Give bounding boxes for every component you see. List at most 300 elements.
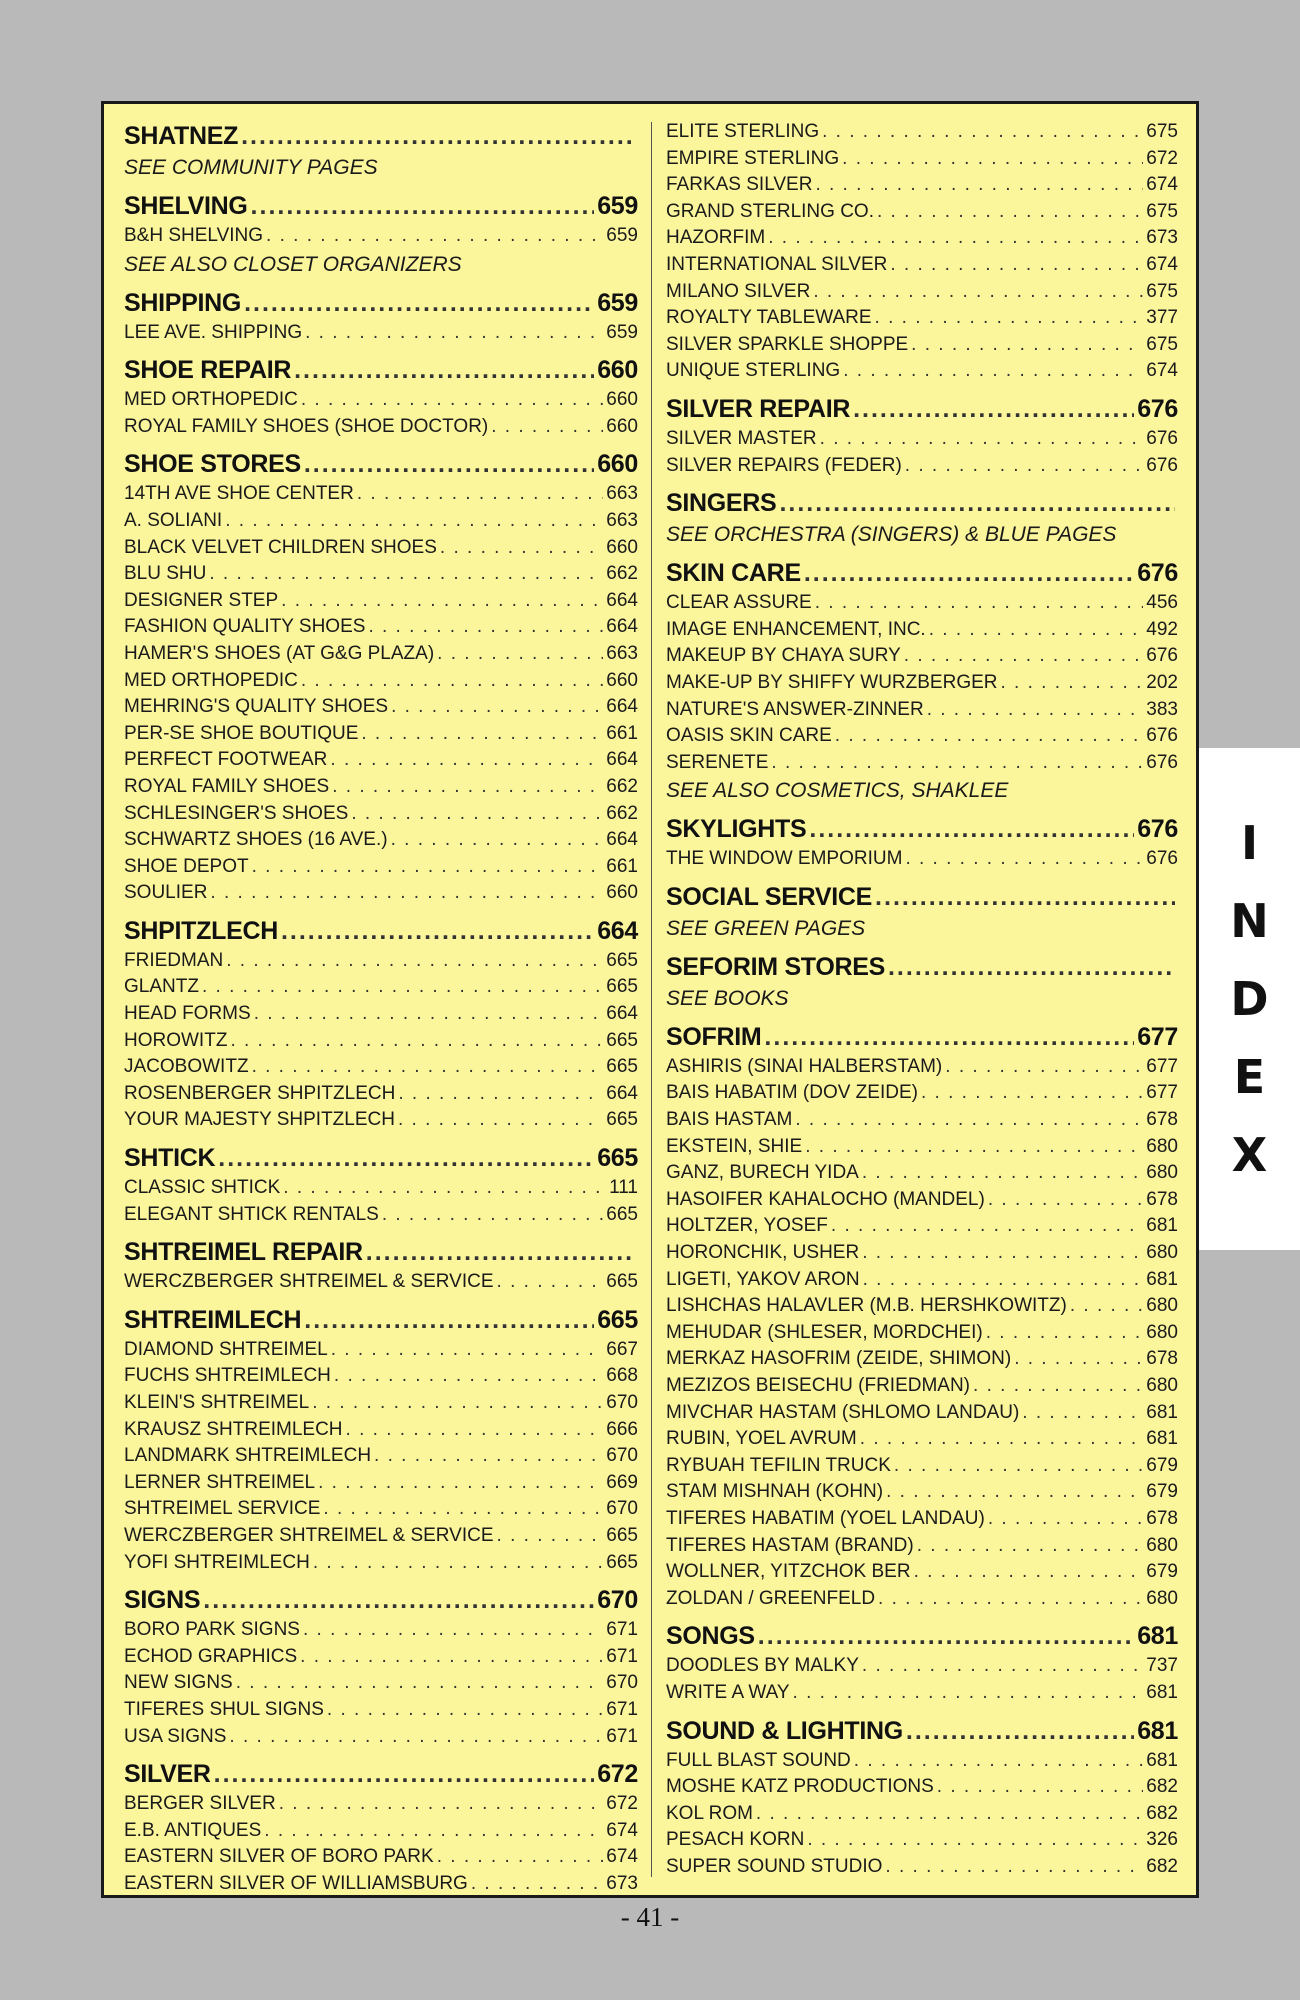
leader-dots bbox=[313, 1550, 603, 1577]
category-page: 665 bbox=[597, 1144, 638, 1173]
entry-page: 670 bbox=[606, 1445, 638, 1467]
entry-name: ROYALTY TABLEWARE bbox=[666, 307, 872, 329]
index-entry[interactable] bbox=[124, 387, 638, 414]
entry-name: WERCZBERGER SHTREIMEL & SERVICE bbox=[124, 1524, 494, 1546]
entry-name: NATURE'S ANSWER-ZINNER bbox=[666, 698, 924, 720]
index-entry[interactable] bbox=[666, 1400, 1178, 1427]
entry-name: B&H SHELVING bbox=[124, 225, 264, 246]
index-entry[interactable] bbox=[666, 1160, 1178, 1187]
index-entry[interactable] bbox=[124, 1523, 638, 1550]
entry-name: SUPER SOUND STUDIO bbox=[666, 1855, 883, 1877]
index-tab-letter: D bbox=[1230, 972, 1269, 1026]
index-entry[interactable] bbox=[124, 641, 638, 668]
index-entry[interactable] bbox=[124, 1844, 638, 1871]
index-entry[interactable] bbox=[124, 1791, 638, 1818]
index-entry[interactable] bbox=[666, 1080, 1178, 1107]
entry-name: ROYAL FAMILY SHOES bbox=[124, 775, 330, 797]
category-page: 659 bbox=[597, 192, 638, 220]
entry-name: KLEIN'S SHTREIMEL bbox=[124, 1392, 310, 1413]
index-entry[interactable] bbox=[124, 1470, 638, 1497]
entry-page: 676 bbox=[1146, 751, 1178, 773]
index-entry[interactable] bbox=[666, 1506, 1178, 1533]
category-heading bbox=[666, 1714, 1178, 1748]
leader-dots bbox=[793, 1680, 1144, 1707]
index-entry[interactable] bbox=[124, 561, 638, 588]
entry-name: FASHION QUALITY SHOES bbox=[124, 616, 366, 638]
index-entry[interactable] bbox=[666, 252, 1178, 279]
index-entry[interactable] bbox=[666, 750, 1178, 777]
entry-name: SILVER SPARKLE SHOPPE bbox=[666, 333, 909, 355]
leader-dots bbox=[281, 588, 603, 615]
entry-page: 678 bbox=[1146, 1507, 1178, 1529]
index-entry[interactable] bbox=[666, 670, 1178, 697]
index-entry[interactable] bbox=[666, 1346, 1178, 1373]
index-entry[interactable] bbox=[666, 1801, 1178, 1828]
entry-page: 676 bbox=[1146, 454, 1178, 476]
index-entry[interactable] bbox=[666, 1453, 1178, 1480]
entry-name: GLANTZ bbox=[124, 976, 199, 998]
entry-name: OASIS SKIN CARE bbox=[666, 725, 832, 747]
category-page: 664 bbox=[597, 916, 638, 945]
leader-dots bbox=[214, 1757, 595, 1791]
entry-name: GANZ, BURECH YIDA bbox=[666, 1162, 859, 1184]
entry-name: EASTERN SILVER OF BORO PARK bbox=[124, 1846, 434, 1868]
category-name: SIGNS bbox=[124, 1586, 201, 1615]
entry-name: LEE AVE. SHIPPING bbox=[124, 321, 303, 343]
category-heading bbox=[666, 880, 1178, 914]
leader-dots bbox=[822, 119, 1143, 146]
entry-name: YOUR MAJESTY SHPITZLECH bbox=[124, 1109, 395, 1131]
entry-name: HEAD FORMS bbox=[124, 1003, 251, 1025]
category-page: 681 bbox=[1137, 1622, 1178, 1651]
entry-name: UNIQUE STERLING bbox=[666, 360, 841, 382]
leader-dots bbox=[332, 774, 603, 801]
category-name: SOCIAL SERVICE bbox=[666, 882, 873, 911]
index-entry[interactable] bbox=[666, 1774, 1178, 1801]
index-entry[interactable] bbox=[666, 1373, 1178, 1400]
entry-page: 662 bbox=[606, 802, 638, 824]
category-name: SHATNEZ bbox=[124, 122, 239, 150]
entry-page: 678 bbox=[1146, 1109, 1178, 1131]
category-heading bbox=[666, 392, 1178, 426]
index-entry[interactable] bbox=[666, 590, 1178, 617]
entry-page: 681 bbox=[1146, 1428, 1178, 1450]
see-also-reference: SEE ALSO CLOSET ORGANIZERS bbox=[124, 252, 462, 276]
entry-name: MEZIZOS BEISECHU (FRIEDMAN) bbox=[666, 1375, 971, 1396]
leader-dots bbox=[862, 1160, 1143, 1187]
leader-dots bbox=[471, 1871, 603, 1898]
entry-name: HOROWITZ bbox=[124, 1029, 228, 1051]
entry-page: 675 bbox=[1146, 121, 1178, 142]
index-entry[interactable] bbox=[124, 880, 638, 907]
leader-dots bbox=[334, 1363, 603, 1390]
entry-name: MEHUDAR (SHLESER, MORDCHEI) bbox=[666, 1321, 983, 1343]
entry-name: WERCZBERGER SHTREIMEL & SERVICE bbox=[124, 1271, 494, 1293]
leader-dots bbox=[304, 447, 594, 481]
leader-dots bbox=[346, 1417, 604, 1444]
entry-page: 682 bbox=[1146, 1802, 1178, 1824]
index-entry[interactable] bbox=[666, 1653, 1178, 1680]
category-name: SILVER bbox=[124, 1760, 211, 1789]
category-name: SHOE REPAIR bbox=[124, 356, 292, 385]
leader-dots bbox=[244, 286, 594, 320]
index-entry[interactable] bbox=[124, 1175, 638, 1202]
index-entry[interactable] bbox=[124, 1337, 638, 1364]
index-tab-letter: I bbox=[1240, 816, 1259, 870]
leader-dots bbox=[230, 1028, 603, 1055]
leader-dots bbox=[225, 508, 603, 535]
entry-page: 668 bbox=[606, 1365, 638, 1387]
leader-dots bbox=[391, 694, 603, 721]
index-entry[interactable] bbox=[666, 1213, 1178, 1240]
entry-page: 680 bbox=[1146, 1375, 1178, 1396]
leader-dots bbox=[382, 1202, 603, 1229]
index-entry[interactable] bbox=[124, 827, 638, 854]
entry-page: 662 bbox=[606, 563, 638, 585]
leader-dots bbox=[1070, 1293, 1143, 1320]
leader-dots bbox=[820, 426, 1144, 453]
index-entry[interactable] bbox=[124, 535, 638, 562]
entry-name: INTERNATIONAL SILVER bbox=[666, 253, 888, 275]
entry-page: 682 bbox=[1146, 1776, 1178, 1798]
index-entry[interactable] bbox=[124, 948, 638, 975]
category-name: SOUND & LIGHTING bbox=[666, 1716, 903, 1745]
category-page: 681 bbox=[1137, 1716, 1178, 1745]
index-entry[interactable] bbox=[124, 1028, 638, 1055]
leader-dots bbox=[904, 643, 1144, 670]
see-also-reference: SEE BOOKS bbox=[666, 986, 789, 1010]
entry-name: MED ORTHOPEDIC bbox=[124, 389, 298, 411]
leader-dots bbox=[236, 1670, 604, 1697]
entry-page: 680 bbox=[1146, 1534, 1178, 1556]
leader-dots bbox=[842, 146, 1143, 173]
entry-page: 676 bbox=[1146, 645, 1178, 667]
leader-dots bbox=[875, 305, 1144, 332]
category-page: 676 bbox=[1137, 394, 1178, 423]
index-entry[interactable] bbox=[666, 453, 1178, 480]
leader-dots bbox=[264, 1818, 603, 1845]
entry-page: 676 bbox=[1146, 427, 1178, 449]
index-entry[interactable] bbox=[124, 668, 638, 695]
leader-dots bbox=[366, 1235, 635, 1269]
entry-page: 663 bbox=[606, 483, 638, 505]
leader-dots bbox=[351, 801, 603, 828]
entry-page: 661 bbox=[606, 722, 638, 744]
entry-page: 664 bbox=[606, 616, 638, 638]
entry-page: 670 bbox=[606, 1672, 638, 1694]
index-entry[interactable] bbox=[124, 1001, 638, 1028]
index-entry[interactable] bbox=[666, 1240, 1178, 1267]
index-entry[interactable] bbox=[124, 1644, 638, 1671]
entry-page: 679 bbox=[1146, 1481, 1178, 1503]
leader-dots bbox=[886, 1479, 1143, 1506]
entry-page: 681 bbox=[1146, 1401, 1178, 1423]
index-entry[interactable] bbox=[666, 617, 1178, 644]
category-name: SINGERS bbox=[666, 489, 777, 518]
leader-dots bbox=[497, 1523, 604, 1550]
entry-name: ROSENBERGER SHPITZLECH bbox=[124, 1082, 396, 1104]
entry-name: GRAND STERLING CO. bbox=[666, 200, 874, 222]
index-entry[interactable] bbox=[124, 1417, 638, 1444]
entry-page: 665 bbox=[606, 949, 638, 971]
entry-page: 676 bbox=[1146, 725, 1178, 747]
entry-page: 674 bbox=[1146, 174, 1178, 196]
index-entry[interactable] bbox=[124, 1697, 638, 1724]
index-entry[interactable] bbox=[666, 1134, 1178, 1161]
entry-name: FUCHS SHTREIMLECH bbox=[124, 1365, 331, 1387]
index-tab-letter: N bbox=[1230, 894, 1269, 948]
entry-page: 665 bbox=[606, 1056, 638, 1078]
index-tab-letter: X bbox=[1231, 1128, 1268, 1182]
leader-dots bbox=[906, 1714, 1134, 1748]
entry-page: 681 bbox=[1146, 1268, 1178, 1290]
category-page: 676 bbox=[1137, 559, 1178, 588]
leader-dots bbox=[318, 1470, 603, 1497]
entry-page: 675 bbox=[1146, 280, 1178, 302]
entry-page: 674 bbox=[606, 1846, 638, 1868]
entry-page: 660 bbox=[606, 389, 638, 411]
index-entry[interactable] bbox=[124, 694, 638, 721]
category-name: SHTREIMLECH bbox=[124, 1305, 302, 1334]
category-page: 672 bbox=[597, 1760, 638, 1789]
entry-name: KRAUSZ SHTREIMLECH bbox=[124, 1418, 343, 1440]
entry-name: RYBUAH TEFILIN TRUCK bbox=[666, 1454, 891, 1476]
index-entry[interactable] bbox=[666, 1187, 1178, 1214]
category-heading bbox=[124, 189, 638, 223]
entry-page: 672 bbox=[1146, 147, 1178, 169]
index-entry[interactable] bbox=[124, 854, 638, 881]
leader-dots bbox=[860, 1426, 1144, 1453]
leader-dots bbox=[764, 1020, 1134, 1054]
entry-page: 737 bbox=[1146, 1655, 1178, 1677]
entry-page: 664 bbox=[606, 589, 638, 611]
entry-name: TIFERES HASTAM (BRAND) bbox=[666, 1534, 914, 1556]
leader-dots bbox=[241, 119, 635, 153]
index-entry[interactable] bbox=[124, 320, 638, 347]
entry-name: MEHRING'S QUALITY SHOES bbox=[124, 696, 389, 718]
leader-dots bbox=[229, 1724, 603, 1751]
index-entry[interactable] bbox=[124, 721, 638, 748]
index-entry[interactable] bbox=[666, 1426, 1178, 1453]
index-entry[interactable] bbox=[666, 305, 1178, 332]
index-entry[interactable] bbox=[124, 801, 638, 828]
index-entry[interactable] bbox=[124, 1496, 638, 1523]
index-entry[interactable] bbox=[666, 1479, 1178, 1506]
category-page: 659 bbox=[597, 288, 638, 317]
entry-name: MIVCHAR HASTAM (SHLOMO LANDAU) bbox=[666, 1401, 1020, 1423]
index-entry[interactable] bbox=[124, 588, 638, 615]
index-entry[interactable] bbox=[666, 332, 1178, 359]
index-entry[interactable] bbox=[666, 1748, 1178, 1775]
index-entry[interactable] bbox=[666, 1320, 1178, 1347]
index-entry[interactable] bbox=[666, 697, 1178, 724]
entry-name: STAM MISHNAH (KOHN) bbox=[666, 1481, 884, 1503]
leader-dots bbox=[914, 1559, 1144, 1586]
index-entry[interactable] bbox=[124, 614, 638, 641]
entry-name: PER-SE SHOE BOUTIQUE bbox=[124, 722, 359, 744]
entry-name: LERNER SHTREIMEL bbox=[124, 1471, 316, 1493]
index-entry[interactable] bbox=[666, 146, 1178, 173]
index-entry[interactable] bbox=[124, 508, 638, 535]
entry-name: DIAMOND SHTREIMEL bbox=[124, 1338, 328, 1360]
column-divider bbox=[651, 122, 652, 1877]
index-entry[interactable] bbox=[124, 974, 638, 1001]
leader-dots bbox=[805, 1134, 1143, 1161]
index-entry[interactable] bbox=[124, 1871, 638, 1898]
index-entry[interactable] bbox=[666, 1680, 1178, 1707]
entry-name: A. SOLIANI bbox=[124, 509, 223, 531]
category-page: 660 bbox=[597, 356, 638, 385]
index-entry[interactable] bbox=[666, 1267, 1178, 1294]
leader-dots bbox=[1022, 1400, 1143, 1427]
entry-name: EKSTEIN, SHIE bbox=[666, 1135, 803, 1157]
entry-page: 678 bbox=[1146, 1348, 1178, 1370]
entry-page: 679 bbox=[1146, 1561, 1178, 1583]
category-name: SHTICK bbox=[124, 1144, 216, 1173]
entry-name: PERFECT FOOTWEAR bbox=[124, 749, 328, 771]
index-entry[interactable] bbox=[124, 1107, 638, 1134]
leader-dots bbox=[862, 1240, 1143, 1267]
entry-page: 664 bbox=[606, 696, 638, 718]
entry-name: ROYAL FAMILY SHOES (SHOE DOCTOR) bbox=[124, 415, 489, 437]
leader-dots bbox=[804, 556, 1134, 590]
leader-dots bbox=[202, 974, 603, 1001]
leader-dots bbox=[440, 535, 603, 562]
entry-page: 673 bbox=[1146, 227, 1178, 249]
leader-dots bbox=[815, 172, 1143, 199]
entry-name: MAKE-UP BY SHIFFY WURZBERGER bbox=[666, 671, 998, 693]
index-entry[interactable] bbox=[666, 1827, 1178, 1854]
leader-dots bbox=[768, 225, 1143, 252]
leader-dots bbox=[988, 1506, 1143, 1533]
index-entry[interactable] bbox=[666, 1054, 1178, 1081]
index-entry[interactable] bbox=[666, 723, 1178, 750]
leader-dots bbox=[279, 1791, 604, 1818]
index-entry[interactable] bbox=[666, 225, 1178, 252]
see-also-reference: SEE ORCHESTRA (SINGERS) & BLUE PAGES bbox=[666, 523, 1117, 547]
category-name: SHOE STORES bbox=[124, 450, 301, 479]
entry-name: BORO PARK SIGNS bbox=[124, 1619, 300, 1641]
leader-dots bbox=[330, 747, 603, 774]
leader-dots bbox=[927, 697, 1144, 724]
index-entry[interactable] bbox=[124, 1081, 638, 1108]
index-entry[interactable] bbox=[666, 1533, 1178, 1560]
index-entry[interactable] bbox=[124, 1617, 638, 1644]
entry-page: 667 bbox=[606, 1338, 638, 1360]
index-entry[interactable] bbox=[666, 1854, 1178, 1881]
category-heading bbox=[666, 1020, 1178, 1054]
index-entry[interactable] bbox=[124, 1202, 638, 1229]
entry-page: 111 bbox=[609, 1177, 638, 1199]
entry-page: 680 bbox=[1146, 1587, 1178, 1609]
leader-dots bbox=[809, 812, 1134, 846]
index-entry[interactable] bbox=[666, 426, 1178, 453]
entry-page: 680 bbox=[1146, 1321, 1178, 1343]
index-entry[interactable] bbox=[124, 1054, 638, 1081]
index-entry[interactable] bbox=[666, 172, 1178, 199]
index-entry[interactable] bbox=[666, 119, 1178, 146]
leader-dots bbox=[1001, 670, 1144, 697]
entry-page: 664 bbox=[606, 829, 638, 851]
leader-dots bbox=[203, 1583, 594, 1617]
entry-page: 660 bbox=[606, 669, 638, 691]
entry-page: 665 bbox=[606, 1524, 638, 1546]
leader-dots bbox=[398, 1081, 603, 1108]
entry-name: WOLLNER, YITZCHOK BER bbox=[666, 1561, 911, 1583]
category-heading bbox=[124, 1141, 638, 1175]
leader-dots bbox=[357, 481, 603, 508]
entry-page: 681 bbox=[1146, 1681, 1178, 1703]
category-page: 677 bbox=[1137, 1022, 1178, 1051]
entry-page: 678 bbox=[1146, 1188, 1178, 1210]
right-column bbox=[666, 119, 1178, 1880]
index-entry[interactable] bbox=[666, 358, 1178, 385]
leader-dots bbox=[331, 1337, 604, 1364]
index-entry[interactable] bbox=[666, 279, 1178, 306]
index-tab[interactable] bbox=[1199, 748, 1300, 1250]
category-heading bbox=[124, 119, 638, 153]
index-entry[interactable] bbox=[124, 1670, 638, 1697]
entry-name: SILVER MASTER bbox=[666, 427, 817, 449]
index-entry[interactable] bbox=[124, 1269, 638, 1296]
index-entry[interactable] bbox=[666, 199, 1178, 226]
entry-name: ELEGANT SHTICK RENTALS bbox=[124, 1203, 379, 1225]
index-entry[interactable] bbox=[124, 1818, 638, 1845]
leader-dots bbox=[303, 1617, 603, 1644]
index-entry[interactable] bbox=[124, 1724, 638, 1751]
entry-page: 682 bbox=[1146, 1855, 1178, 1877]
category-heading bbox=[666, 556, 1178, 590]
entry-name: HOLTZER, YOSEF bbox=[666, 1215, 828, 1237]
entry-name: SCHWARTZ SHOES (16 AVE.) bbox=[124, 829, 388, 851]
leader-dots bbox=[437, 1844, 604, 1871]
category-heading bbox=[124, 1757, 638, 1791]
entry-name: FARKAS SILVER bbox=[666, 174, 813, 196]
index-entry[interactable] bbox=[124, 414, 638, 441]
entry-name: IMAGE ENHANCEMENT, INC. bbox=[666, 618, 926, 640]
entry-page: 664 bbox=[606, 749, 638, 771]
leader-dots bbox=[361, 721, 603, 748]
index-entry[interactable] bbox=[124, 223, 638, 250]
leader-dots bbox=[218, 1141, 594, 1175]
index-entry[interactable] bbox=[666, 1293, 1178, 1320]
index-entry[interactable] bbox=[124, 1550, 638, 1577]
leader-dots bbox=[294, 353, 594, 387]
index-entry[interactable] bbox=[666, 1107, 1178, 1134]
category-heading bbox=[666, 1619, 1178, 1653]
index-entry[interactable] bbox=[124, 1390, 638, 1417]
index-entry[interactable] bbox=[124, 747, 638, 774]
entry-page: 681 bbox=[1146, 1749, 1178, 1771]
index-entry[interactable] bbox=[666, 1586, 1178, 1613]
entry-page: 664 bbox=[606, 1003, 638, 1025]
leader-dots bbox=[301, 668, 603, 695]
index-entry[interactable] bbox=[124, 774, 638, 801]
index-entry[interactable] bbox=[124, 1443, 638, 1470]
page-number: - 41 - bbox=[620, 1902, 680, 1932]
index-entry[interactable] bbox=[666, 846, 1178, 873]
entry-name: WRITE A WAY bbox=[666, 1681, 790, 1703]
leader-dots bbox=[437, 641, 603, 668]
index-entry[interactable] bbox=[124, 1363, 638, 1390]
leader-dots bbox=[807, 1827, 1143, 1854]
entry-page: 672 bbox=[606, 1793, 638, 1815]
entry-name: SCHLESINGER'S SHOES bbox=[124, 802, 349, 824]
entry-page: 680 bbox=[1146, 1242, 1178, 1264]
index-entry[interactable] bbox=[124, 481, 638, 508]
index-entry[interactable] bbox=[666, 1559, 1178, 1586]
index-entry[interactable] bbox=[666, 643, 1178, 670]
